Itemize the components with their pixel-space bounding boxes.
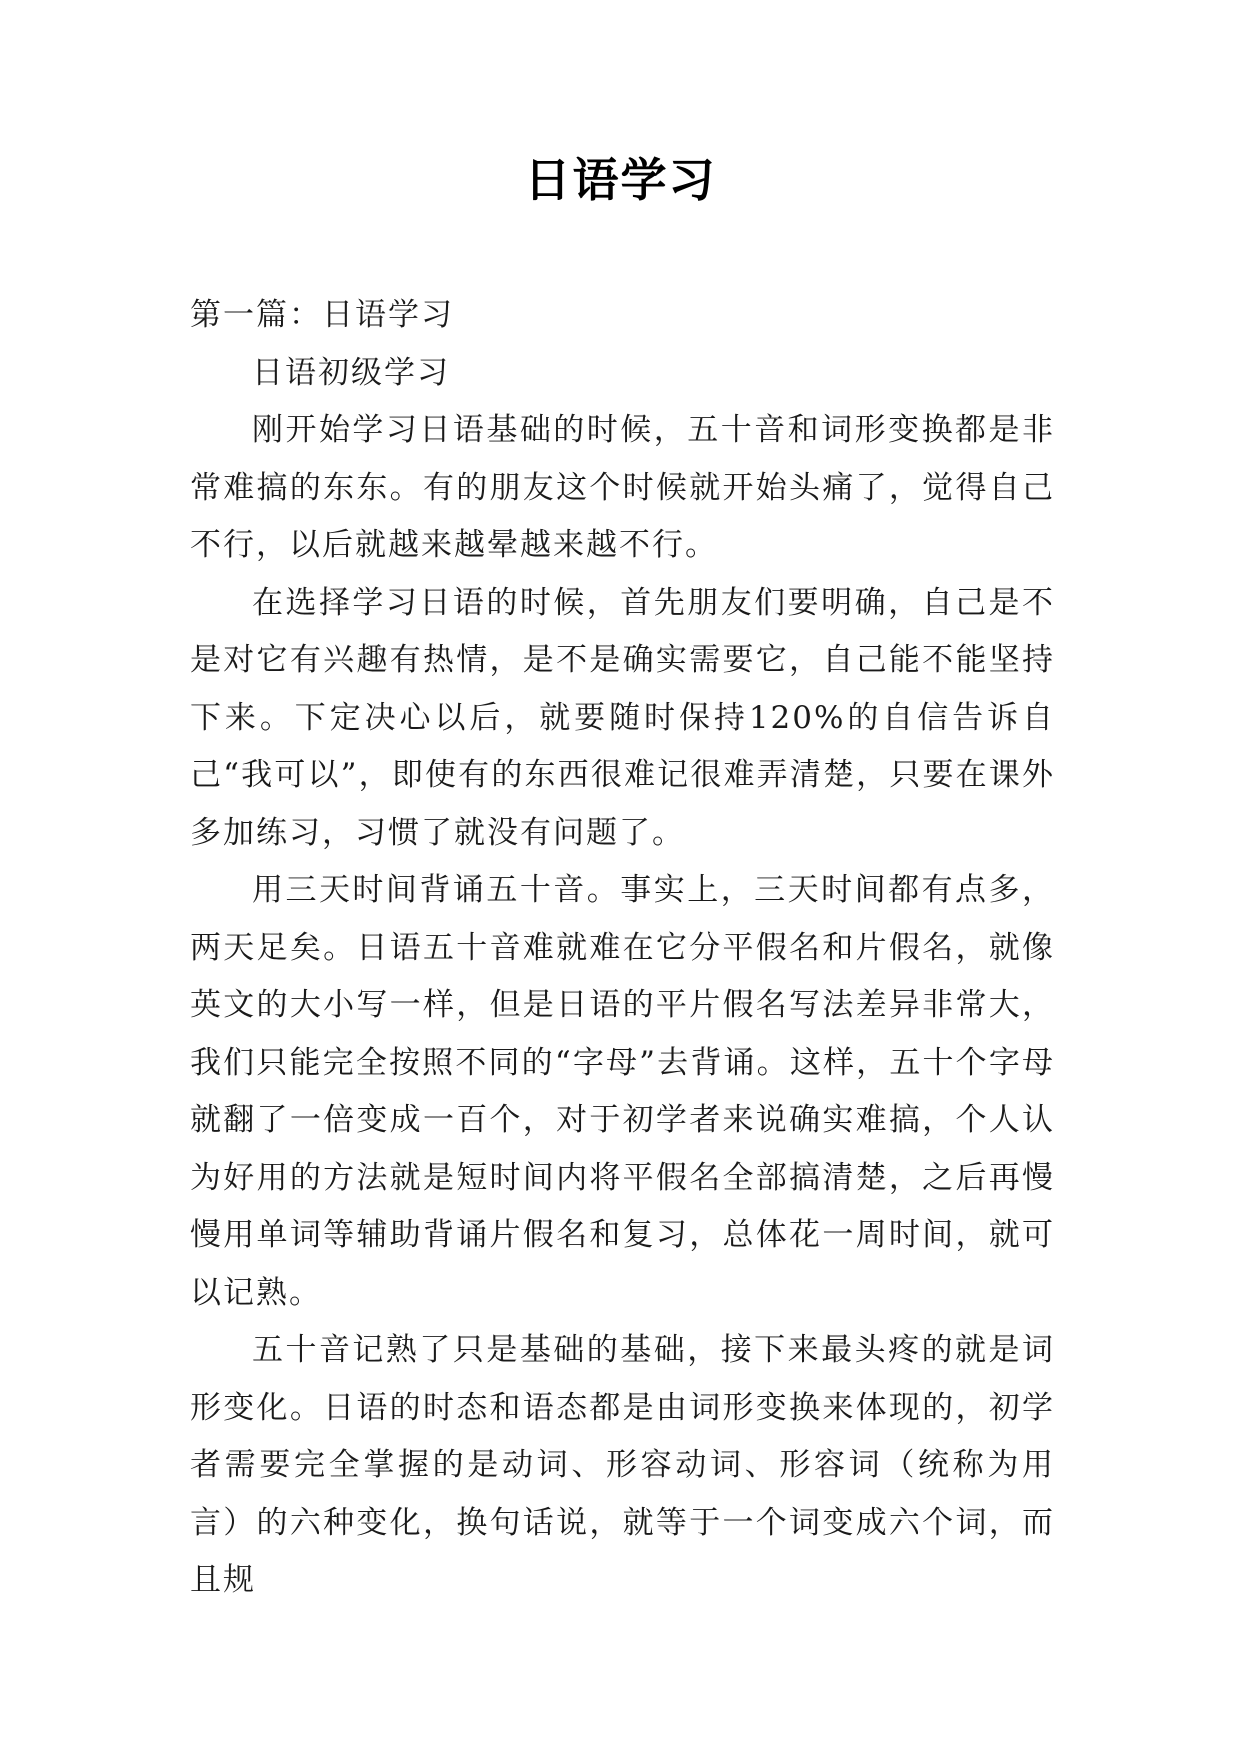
paragraph: 用三天时间背诵五十音。事实上，三天时间都有点多，两天足矣。日语五十音难就难在它分平假名和片假名，就像英文的大小写一样，但是日语的平片假名写法差异非常大，我们只能完全按照不同的“字母”去背诵。这样，五十个字母就翻了一倍变成一百个，对于初学者来说确实难搞，个人认为好用的方法就是短时间内将平假名全部搞清楚，之后再慢慢用单词等辅助背诵片假名和复习，总体花一周时间，就可以记熟。 (190, 872, 1055, 1311)
document-body (190, 287, 1055, 1610)
section-heading: 第一篇：日语学习 (190, 297, 454, 333)
document-title: 日语学习 (524, 153, 717, 207)
paragraph: 五十音记熟了只是基础的基础，接下来最头疼的就是词形变化。日语的时态和语态都是由词形变换来体现的，初学者需要完全掌握的是动词、形容动词、形容词（统称为用言）的六种变化，换句话说，就等于一个词变成六个词，而且规 (190, 1332, 1055, 1598)
paragraph: 在选择学习日语的时候，首先朋友们要明确，自己是不是对它有兴趣有热情，是不是确实需要它，自己能不能坚持下来。下定决心以后，就要随时保持120%的自信告诉自己“我可以”，即使有的东西很难记很难弄清楚，只要在课外多加练习，习惯了就没有问题了。 (190, 584, 1055, 851)
subheading: 日语初级学习 (252, 354, 450, 391)
paragraph: 刚开始学习日语基础的时候，五十音和词形变换都是非常难搞的东东。有的朋友这个时候就开始头痛了，觉得自己不行，以后就越来越晕越来越不行。 (190, 412, 1055, 563)
